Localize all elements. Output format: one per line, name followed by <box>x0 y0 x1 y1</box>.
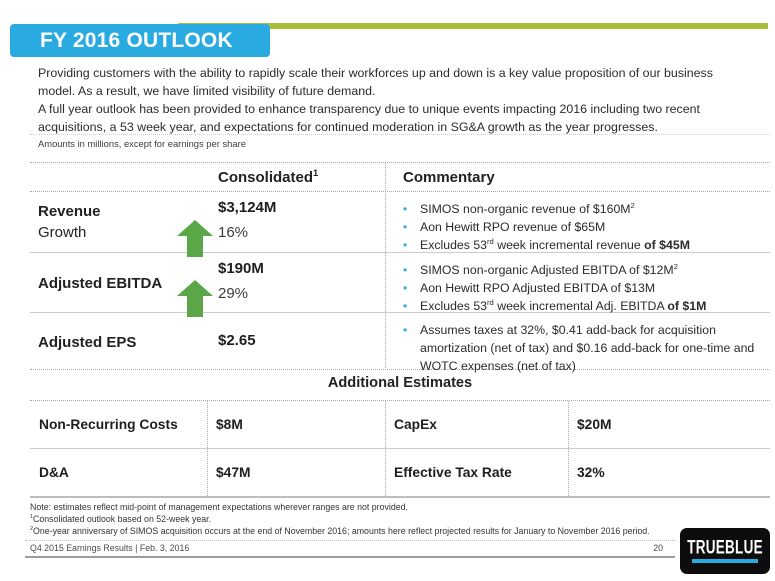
bullet-list <box>403 261 762 315</box>
bullet-item <box>403 279 762 297</box>
title-banner <box>10 24 270 57</box>
estimate-label: Non-Recurring Costs <box>39 417 178 432</box>
adjusted-eps-cell <box>30 313 385 369</box>
column-divider <box>568 401 569 496</box>
footnotes <box>30 501 730 537</box>
row-label: Adjusted EBITDA <box>38 275 163 292</box>
outlook-table-header <box>30 162 770 192</box>
consolidated-values <box>218 260 264 302</box>
consolidated-values <box>218 199 276 241</box>
divider <box>30 134 770 135</box>
ebitda-growth-pct: 29% <box>218 285 249 302</box>
consolidated-values <box>218 332 256 349</box>
estimate-value: $47M <box>216 465 251 480</box>
revenue-growth-pct: 16% <box>218 224 249 241</box>
row-label: Adjusted EPS <box>38 334 137 351</box>
column-header-consolidated: Consolidated$^1$ <box>218 168 319 186</box>
eps-value: $2.65 <box>218 332 256 349</box>
table-row-adjusted-eps <box>30 313 770 373</box>
table-row-adjusted-ebitda <box>30 253 770 313</box>
table-row-revenue-growth <box>30 192 770 253</box>
footer-divider-dotted <box>25 540 675 541</box>
bullet-icon: • <box>403 220 408 234</box>
estimate-value: 32% <box>577 465 605 480</box>
bullet-item <box>403 321 762 375</box>
outlook-table <box>30 162 770 373</box>
intro-paragraph-1: Providing customers with the ability to rapidly scale their workforces up and down is a key value proposition of our business model. As a result, we have limited visibility of future demand. <box>38 66 713 98</box>
column-header-commentary: Commentary <box>403 169 495 186</box>
bullet-text: Assumes taxes at 32%, $0.41 add-back for acquisition amortization (net of tax) and $0.16 add-back for one-time and WOTC expenses (net of tax) <box>420 323 755 373</box>
footnote-1: $^1$Consolidated outlook based on 52-week year. <box>30 514 212 524</box>
ebitda-value: $190M <box>218 260 264 277</box>
note-line: Note: estimates reflect mid-point of management expectations wherever ranges are not provided. <box>30 502 408 512</box>
bullet-icon: • <box>403 202 408 216</box>
logo-underline <box>692 559 758 563</box>
estimates-row-1 <box>30 401 770 449</box>
estimate-value: $20M <box>577 417 612 432</box>
bullet-icon: • <box>403 238 408 252</box>
bullet-list <box>403 200 762 254</box>
logo-text: TRUEBLUE <box>687 536 763 559</box>
footer-text: Q4 2015 Earnings Results | Feb. 3, 2016 <box>30 543 190 553</box>
commentary-cell <box>385 313 770 373</box>
trueblue-logo <box>680 528 770 574</box>
bullet-text: SIMOS non-organic Adjusted EBITDA of $\$12M^2$ <box>420 261 678 277</box>
bullet-icon: • <box>403 263 408 277</box>
bullet-text: Aon Hewitt RPO revenue of $65M <box>420 220 606 234</box>
bullet-text: SIMOS non-organic revenue of $\$160M^2$ <box>420 200 635 216</box>
column-divider <box>207 401 208 496</box>
commentary-cell <box>385 192 770 252</box>
bullet-item <box>403 218 762 236</box>
bullet-icon: • <box>403 281 408 295</box>
additional-estimates-title: Additional Estimates <box>327 375 473 391</box>
bullet-text: Aon Hewitt RPO Adjusted EBITDA of $13M <box>420 281 656 295</box>
bullet-icon: • <box>403 323 408 337</box>
bullet-text: Excludes 53rd week incremental Adj. EBITDA of $1M <box>420 297 707 313</box>
up-arrow-icon <box>177 280 213 317</box>
bullet-icon: • <box>403 299 408 313</box>
estimates-row-2 <box>30 449 770 496</box>
estimate-label: D&A <box>39 465 69 480</box>
bullet-item <box>403 236 762 254</box>
footer-divider-solid <box>25 556 675 558</box>
units-note: Amounts in millions, except for earnings per share <box>38 138 246 149</box>
intro-paragraph-2: A full year outlook has been provided to enhance transparency due to unique events impacting 2016 including two recent acquisitions, a 53 week year, and expectations for continued moderation in SG&A growth as the year progresses. <box>38 102 700 134</box>
bullet-item <box>403 200 762 218</box>
revenue-growth-cell <box>30 192 385 252</box>
intro-text <box>38 64 750 136</box>
bullet-item <box>403 261 762 279</box>
estimate-label: CapEx <box>394 417 437 432</box>
estimate-value: $8M <box>216 417 243 432</box>
column-divider <box>385 401 386 496</box>
bullet-text: Excludes 53rd week incremental revenue of $45M <box>420 236 690 252</box>
up-arrow-icon <box>177 220 213 257</box>
additional-estimates-table <box>30 400 770 498</box>
bullet-list <box>403 321 762 375</box>
row-label: Revenue Growth <box>38 203 101 241</box>
footnote-2: $^2$One-year anniversary of SIMOS acquisition occurs at the end of November 2016; amounts here reflect projected results for January to November 2016 period. <box>30 526 650 536</box>
commentary-cell <box>385 253 770 312</box>
estimate-label: Effective Tax Rate <box>394 465 512 480</box>
page-title: FY 2016 OUTLOOK <box>40 29 233 52</box>
revenue-value: $3,124M <box>218 199 277 216</box>
adjusted-ebitda-cell <box>30 253 385 312</box>
page-number: 20 <box>653 543 663 553</box>
